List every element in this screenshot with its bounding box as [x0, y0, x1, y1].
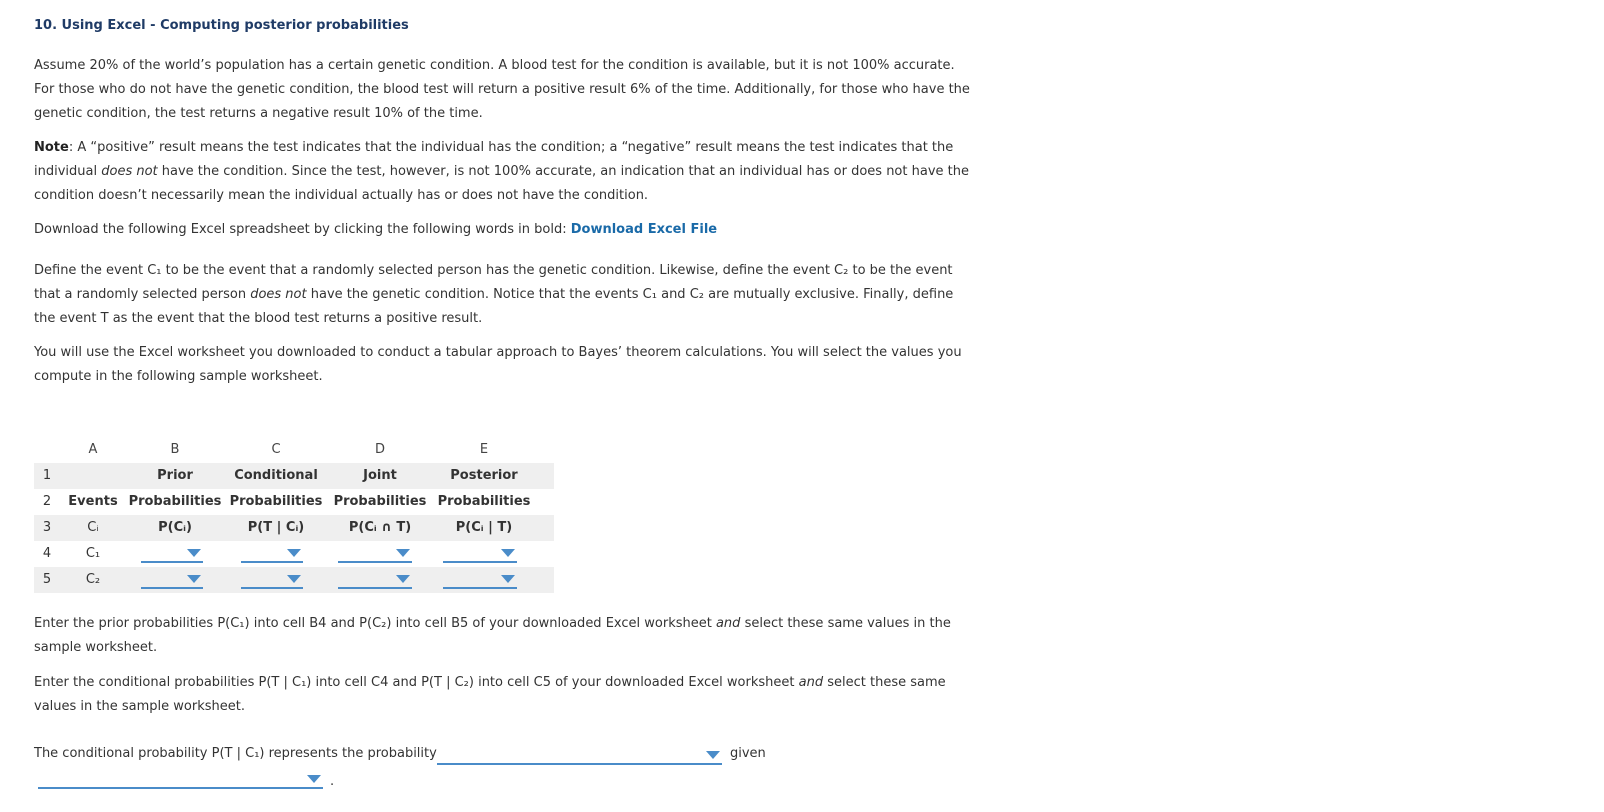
event-c1: C₁ — [85, 546, 101, 561]
header-p-ci: P(Cᵢ) — [158, 520, 192, 535]
posterior-c2-dropdown[interactable] — [443, 571, 517, 589]
worksheet-row-3 — [34, 515, 554, 541]
header-prior: Prior — [157, 468, 193, 483]
col-letter-e: E — [479, 442, 489, 457]
header-probabilities-b: Probabilities — [128, 494, 222, 509]
conditional-c2-dropdown[interactable] — [241, 571, 303, 589]
header-p-ci-and-t: P(Cᵢ ∩ T) — [348, 520, 412, 535]
chevron-down-icon — [287, 549, 301, 557]
header-probabilities-e: Probabilities — [437, 494, 531, 509]
row-number: 3 — [42, 520, 52, 535]
joint-c2-dropdown[interactable] — [338, 571, 412, 589]
event-c2: C₂ — [85, 572, 101, 587]
download-excel-link[interactable]: Download Excel File — [570, 222, 718, 237]
enter-prior-paragraph: Enter the prior probabilities P(C₁) into cell B4 and P(C₂) into cell B5 of your downloaded Excel worksheet and select these same values in the sample worksheet. — [34, 616, 951, 655]
header-ci: Cᵢ — [87, 520, 99, 535]
posterior-c1-dropdown[interactable] — [443, 545, 517, 563]
joint-c1-dropdown[interactable] — [338, 545, 412, 563]
define-paragraph: Define the event C₁ to be the event that a randomly selected person has the genetic condition. Likewise, define the event C₂ to be the event that a randomly selected person does not have the genetic condition. Notice that the events C₁ and C₂ are mutually exclusive. Finally, define the event T as the event that the blood test returns a positive result. — [34, 263, 954, 326]
conditional-prob-text: The conditional probability P(T | C₁) represents the probability — [34, 746, 437, 761]
download-paragraph: Download the following Excel spreadsheet by clicking the following words in bold: Download Excel File — [34, 222, 718, 237]
row-number: 4 — [42, 546, 52, 561]
chevron-down-icon — [706, 751, 720, 759]
note-label: Note — [34, 140, 69, 155]
header-posterior: Posterior — [450, 468, 518, 483]
use-paragraph: You will use the Excel worksheet you downloaded to conduct a tabular approach to Bayes’ theorem calculations. You will select the values you compute in the following sample worksheet. — [34, 345, 962, 384]
prior-c2-dropdown[interactable] — [141, 571, 203, 589]
row-number: 1 — [42, 468, 52, 483]
row-number: 5 — [42, 572, 52, 587]
worksheet-row-1 — [34, 463, 554, 489]
chevron-down-icon — [187, 575, 201, 583]
worksheet-row-2 — [34, 489, 554, 515]
header-conditional: Conditional — [234, 468, 318, 483]
chevron-down-icon — [307, 775, 321, 783]
col-letter-b: B — [170, 442, 180, 457]
header-joint: Joint — [363, 468, 397, 483]
conditional-c1-dropdown[interactable] — [241, 545, 303, 563]
sample-worksheet — [34, 437, 554, 593]
header-probabilities-c: Probabilities — [229, 494, 323, 509]
enter-conditional-paragraph: Enter the conditional probabilities P(T | C₁) into cell C4 and P(T | C₂) into cell C5 of your downloaded Excel worksheet and select these same values in the sample worksheet. — [34, 675, 946, 714]
given-condition-dropdown[interactable] — [38, 771, 323, 789]
note-paragraph: Note: A “positive” result means the test indicates that the individual has the condition; a “negative” result means the test indicates that the individual does not have the condition. Since the test, however, is not 100% accurate, an indication that an individual has or does not have the condition doesn’t necessarily mean the individual actually has or does not have the condition. — [34, 140, 969, 203]
chevron-down-icon — [396, 549, 410, 557]
chevron-down-icon — [501, 575, 515, 583]
page-title: 10. Using Excel - Computing posterior probabilities — [34, 18, 409, 33]
col-letter-d: D — [374, 442, 385, 457]
header-events: Events — [68, 494, 118, 509]
worksheet-row-5 — [34, 567, 554, 593]
col-letter-c: C — [271, 442, 281, 457]
chevron-down-icon — [501, 549, 515, 557]
sentence-period: . — [330, 774, 335, 789]
header-probabilities-d: Probabilities — [333, 494, 427, 509]
chevron-down-icon — [396, 575, 410, 583]
chevron-down-icon — [187, 549, 201, 557]
header-p-ci-given-t: P(Cᵢ | T) — [455, 520, 513, 535]
header-p-t-given-ci: P(T | Cᵢ) — [247, 520, 305, 535]
probability-event-dropdown[interactable] — [437, 747, 722, 765]
worksheet-row-4 — [34, 541, 554, 567]
prior-c1-dropdown[interactable] — [141, 545, 203, 563]
col-letter-a: A — [88, 442, 98, 457]
intro-paragraph: Assume 20% of the world’s population has a certain genetic condition. A blood test for the condition is available, but it is not 100% accurate. For those who do not have the genetic condition, the blood test will return a positive result 6% of the time. Additionally, for those who have the genetic condition, the test returns a negative result 10% of the time. — [34, 58, 970, 121]
chevron-down-icon — [287, 575, 301, 583]
row-number: 2 — [42, 494, 52, 509]
column-letters-row — [34, 437, 554, 463]
given-text: given — [730, 746, 766, 761]
